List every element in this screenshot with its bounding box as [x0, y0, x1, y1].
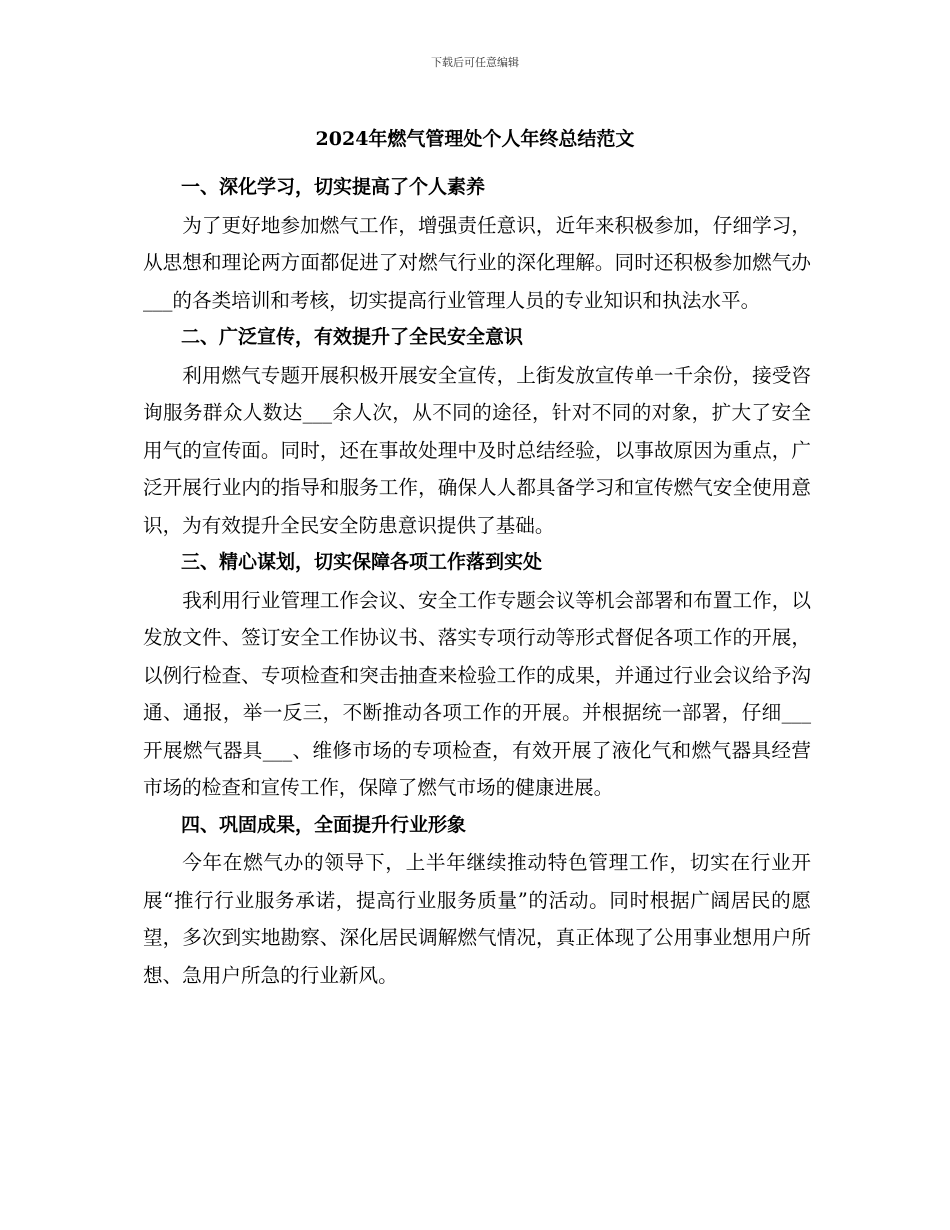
section-paragraph: 今年在燃气办的领导下，上半年继续推动特色管理工作，切实在行业开展“推行行业服务承诺，提高行业服务质量”的活动。同时根据广阔居民的愿望，多次到实地勘察、深化居民调解燃气情况，真正体现了公用事业想用户所想、急用户所急的行业新风。: [143, 851, 811, 987]
section-4: [143, 807, 811, 995]
section-paragraph: 为了更好地参加燃气工作，增强责任意识，近年来积极参加，仔细学习，从思想和理论两方面都促进了对燃气行业的深化理解。同时还积极参加燃气办___的各类培训和考核，切实提高行业管理人员的专业知识和执法水平。: [143, 213, 811, 312]
page-header-note: 下载后可任意编辑: [431, 56, 519, 69]
document-title: 2024年燃气管理处个人年终总结范文: [315, 128, 635, 150]
section-heading: 三、精心谋划，切实保障各项工作落到实处: [181, 551, 543, 573]
section-3: [143, 544, 811, 807]
section-heading: 一、深化学习，切实提高了个人素养: [181, 176, 486, 198]
section-paragraph: 我利用行业管理工作会议、安全工作专题会议等机会部署和布置工作，以发放文件、签订安全工作协议书、落实专项行动等形式督促各项工作的开展，以例行检查、专项检查和突击抽查来检验工作的成果，并通过行业会议给予沟通、通报，举一反三，不断推动各项工作的开展。并根据统一部署，仔细___开展燃气器具___、维修市场的专项检查，有效开展了液化气和燃气器具经营市场的检查和宣传工作，保障了燃气市场的健康进展。: [143, 588, 811, 799]
document-body: [143, 169, 811, 994]
section-paragraph: 利用燃气专题开展积极开展安全宣传，上街发放宣传单一千余份，接受咨询服务群众人数达___余人次，从不同的途径，针对不同的对象，扩大了安全用气的宣传面。同时，还在事故处理中及时总结经验，以事故原因为重点，广泛开展行业内的指导和服务工作，确保人人都具备学习和宣传燃气安全使用意识，为有效提升全民安全防患意识提供了基础。: [143, 363, 811, 537]
section-1: [143, 169, 811, 319]
section-heading: 四、巩固成果，全面提升行业形象: [181, 813, 467, 836]
section-heading: 二、广泛宣传，有效提升了全民安全意识: [181, 326, 524, 348]
section-2: [143, 319, 811, 544]
